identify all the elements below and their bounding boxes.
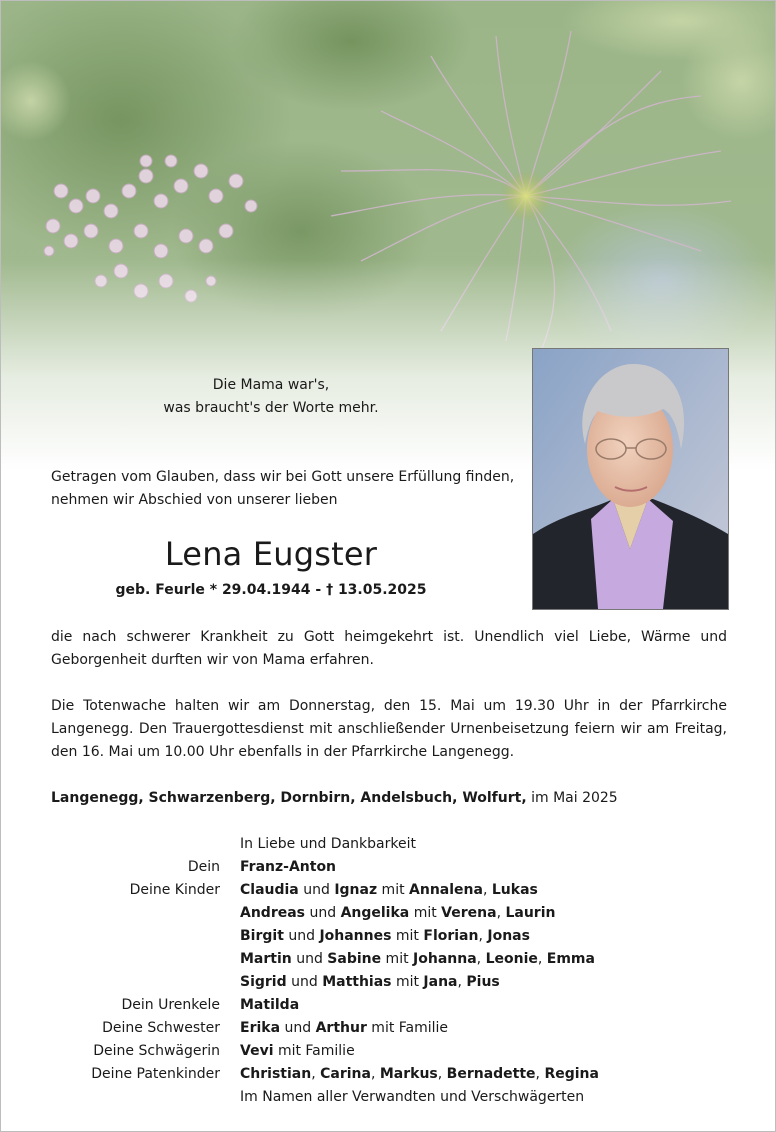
mourner-names xyxy=(240,994,727,1017)
mourner-name: Johannes xyxy=(319,928,392,944)
birth-death-dates: geb. Feurle * 29.04.1944 - † 13.05.2025 xyxy=(115,582,427,598)
mourner-relation: Deine Patenkinder xyxy=(91,1066,220,1082)
mourner-name: Bernadette xyxy=(446,1066,536,1082)
mourner-row xyxy=(51,856,727,879)
mourner-row xyxy=(51,994,727,1017)
mourner-connector: , xyxy=(496,905,506,921)
mourner-row xyxy=(51,833,727,856)
mourner-name: Johanna xyxy=(413,951,477,967)
mourner-name: Birgit xyxy=(240,928,284,944)
mourner-name: Jana xyxy=(423,974,458,990)
mourner-name: Vevi xyxy=(240,1043,274,1059)
mourner-names xyxy=(240,856,727,879)
motto-line-2: was braucht's der Worte mehr. xyxy=(163,400,379,416)
mourner-connector: und xyxy=(280,1020,316,1036)
mourner-name: Carina xyxy=(320,1066,371,1082)
mourner-connector: Im Namen aller Verwandten und Verschwägerten xyxy=(240,1089,585,1105)
mourner-connector: und xyxy=(283,928,320,944)
mourner-name: Angelika xyxy=(340,905,410,921)
mourner-row xyxy=(51,1040,727,1063)
place-names: Langenegg, Schwarzenberg, Dornbirn, Andelsbuch, Wolfurt, xyxy=(51,790,527,806)
date-text: im Mai 2025 xyxy=(531,790,618,806)
intro-text: Getragen vom Glauben, dass wir bei Gott unsere Erfüllung finden, nehmen wir Abschied von unserer lieben xyxy=(51,469,515,508)
mourner-name: Erika xyxy=(240,1020,281,1036)
mourner-connector: , xyxy=(478,928,488,944)
mourner-row xyxy=(51,925,727,948)
mourner-name: Verena xyxy=(441,905,497,921)
mourner-name: Markus xyxy=(379,1066,438,1082)
mourner-name: Annalena xyxy=(409,882,483,898)
deceased-name: Lena Eugster xyxy=(164,535,378,573)
mourner-name: Franz-Anton xyxy=(240,859,337,875)
mourner-connector: mit xyxy=(381,951,414,967)
mourner-connector: und xyxy=(291,951,328,967)
mourner-relation xyxy=(51,902,240,925)
mourner-connector: und xyxy=(305,905,341,921)
mourner-connector: , xyxy=(457,974,467,990)
mourner-name: Christian xyxy=(240,1066,312,1082)
mourner-name: Florian xyxy=(423,928,479,944)
mourner-connector: , xyxy=(476,951,486,967)
mourner-connector: , xyxy=(437,1066,447,1082)
mourner-connector: mit xyxy=(409,905,442,921)
mourner-relation xyxy=(51,1086,240,1109)
mourner-row xyxy=(51,1017,727,1040)
mourner-name: Matthias xyxy=(322,974,392,990)
mourner-names xyxy=(240,833,727,856)
mourner-connector: mit Familie xyxy=(366,1020,449,1036)
mourner-row xyxy=(51,1063,727,1086)
mourner-relation: Dein xyxy=(187,859,220,875)
mourner-names xyxy=(240,948,727,971)
place-date-line xyxy=(51,787,727,810)
mourner-names xyxy=(240,1040,727,1063)
mourner-row xyxy=(51,948,727,971)
mourner-name: Sabine xyxy=(327,951,382,967)
mourner-relation: Deine Kinder xyxy=(129,882,220,898)
mourner-relation: Deine Schwägerin xyxy=(93,1043,220,1059)
motto-line-1: Die Mama war's, xyxy=(212,377,330,393)
mourner-names xyxy=(240,879,727,902)
mourners-list xyxy=(51,833,727,1109)
mourner-name: Sigrid xyxy=(240,974,287,990)
mourner-name: Laurin xyxy=(505,905,556,921)
mourner-name: Lukas xyxy=(491,882,538,898)
mourner-name: Andreas xyxy=(240,905,306,921)
mourner-connector: und xyxy=(298,882,335,898)
mourner-row xyxy=(51,902,727,925)
mourner-name: Leonie xyxy=(485,951,538,967)
mourner-connector: , xyxy=(482,882,492,898)
mourner-relation xyxy=(51,948,240,971)
mourner-names xyxy=(240,1086,727,1109)
mourner-row xyxy=(51,1086,727,1109)
motto-quote xyxy=(91,374,451,420)
mourner-name: Regina xyxy=(544,1066,599,1082)
mourner-connector: , xyxy=(370,1066,380,1082)
mourner-connector: und xyxy=(286,974,323,990)
mourner-connector: mit xyxy=(391,974,424,990)
mourner-name: Matilda xyxy=(240,997,300,1013)
mourner-names xyxy=(240,925,727,948)
mourner-name: Jonas xyxy=(487,928,530,944)
mourner-relation xyxy=(51,971,240,994)
mourner-name: Martin xyxy=(240,951,292,967)
mourner-row xyxy=(51,879,727,902)
mourner-connector: , xyxy=(537,951,547,967)
mourner-relation: Dein Urenkele xyxy=(121,997,220,1013)
mourner-names xyxy=(240,902,727,925)
body-paragraph-2: Die Totenwache halten wir am Donnerstag, den 15. Mai um 19.30 Uhr in der Pfarrkirche Langenegg. Den Trauergottesdienst mit anschließender Urnenbeisetzung feiern wir am Freitag, den 16. Mai um 10.00 Uhr ebenfalls in der Pfarrkirche Langenegg. xyxy=(51,698,727,760)
mourner-names xyxy=(240,1017,727,1040)
body-paragraph-1: die nach schwerer Krankheit zu Gott heimgekehrt ist. Unendlich viel Liebe, Wärme und Geborgenheit durften wir von Mama erfahren. xyxy=(51,629,727,668)
mourner-name: Ignaz xyxy=(334,882,378,898)
mourner-relation: Deine Schwester xyxy=(102,1020,220,1036)
mourner-names xyxy=(240,971,727,994)
mourner-connector: , xyxy=(311,1066,321,1082)
mourner-connector: mit Familie xyxy=(273,1043,355,1059)
mourner-connector: mit xyxy=(391,928,424,944)
mourner-connector: In Liebe und Dankbarkeit xyxy=(240,836,416,852)
deceased-portrait-photo xyxy=(532,348,729,610)
mourner-name: Claudia xyxy=(240,882,299,898)
mourner-name: Emma xyxy=(546,951,595,967)
mourner-relation xyxy=(51,925,240,948)
mourner-names xyxy=(240,1063,727,1086)
mourner-row xyxy=(51,971,727,994)
mourner-connector: mit xyxy=(377,882,410,898)
mourner-connector: , xyxy=(535,1066,545,1082)
mourner-name: Arthur xyxy=(315,1020,367,1036)
mourner-name: Pius xyxy=(466,974,500,990)
mourner-relation xyxy=(51,833,240,856)
